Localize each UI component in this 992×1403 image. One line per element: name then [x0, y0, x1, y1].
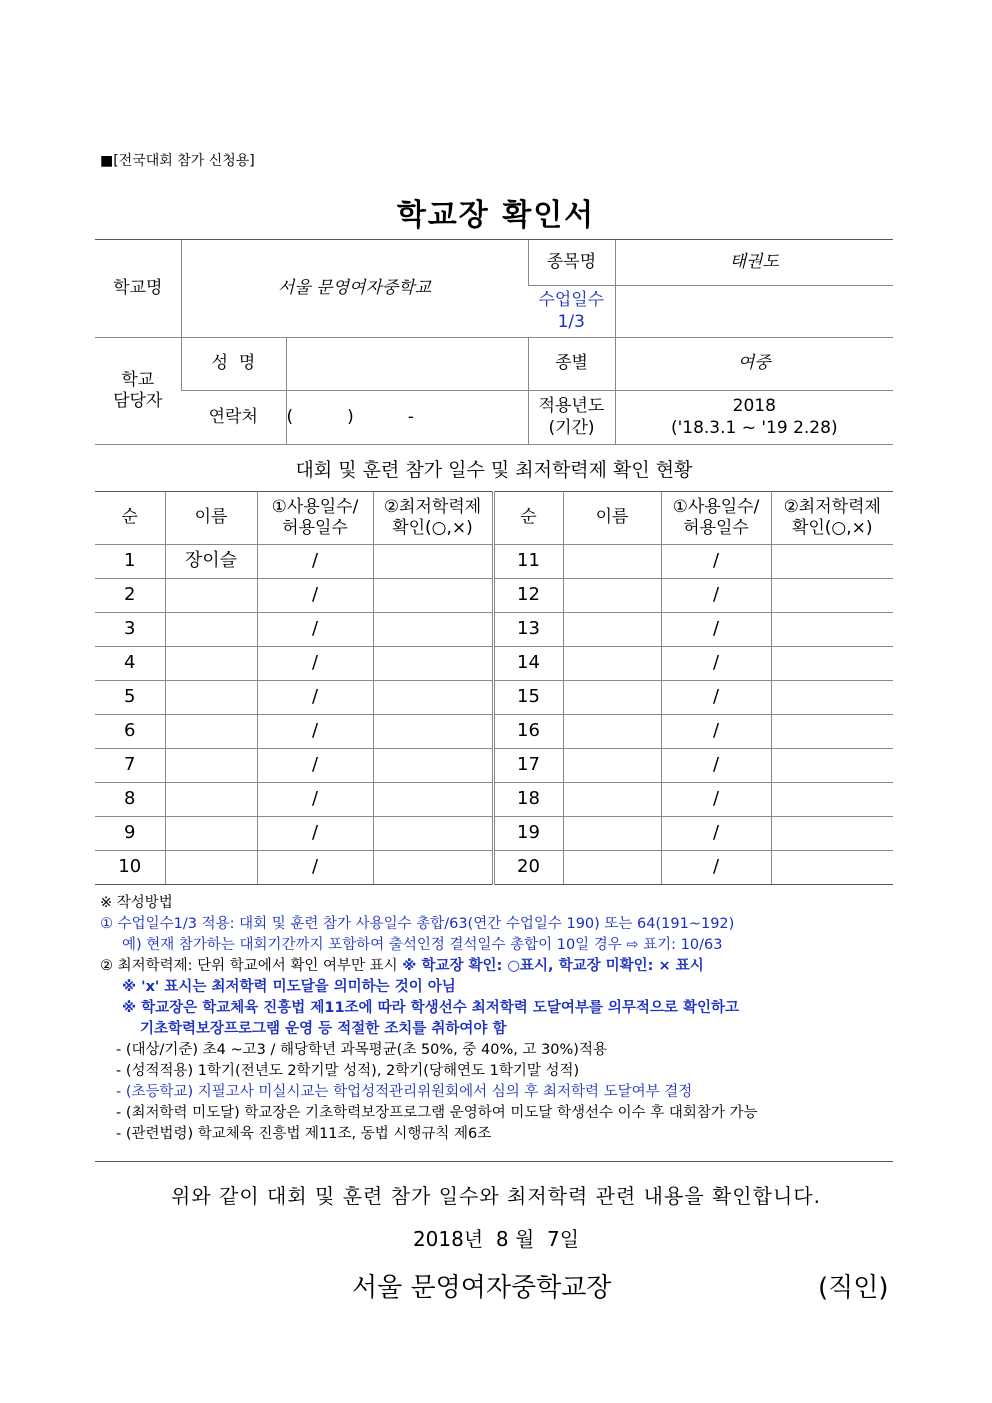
- student-name: [563, 579, 661, 613]
- days-cell: /: [257, 647, 373, 681]
- student-name: [165, 715, 257, 749]
- grade-check-cell: [373, 783, 493, 817]
- grade-check-cell: [373, 851, 493, 885]
- school-value: 서울 문영여자중학교: [181, 240, 528, 338]
- days-cell: /: [257, 613, 373, 647]
- grade-check-cell: [373, 545, 493, 579]
- contact-label-1: 학교: [121, 369, 155, 390]
- note-2d: 기초학력보장프로그램 운영 등 적절한 조치를 취하여야 함: [140, 1021, 507, 1037]
- year-label-1: 적용년도: [538, 396, 605, 417]
- row-number: 6: [95, 715, 165, 749]
- header-name: 이름: [563, 492, 661, 545]
- table-row: [95, 817, 893, 851]
- row-number: 4: [95, 647, 165, 681]
- header-days-1: ①사용일수/: [672, 496, 760, 517]
- grade-check-cell: [373, 817, 493, 851]
- note-2a-emphasis: ※ 학교장 확인: ○표시, 학교장 미확인: × 표시: [402, 958, 704, 974]
- student-name: [563, 545, 661, 579]
- student-name: [563, 817, 661, 851]
- table-row: [95, 545, 893, 579]
- student-name: [563, 715, 661, 749]
- period-value: ('18.3.1 ~ '19 2.28): [670, 417, 838, 438]
- row-number: 2: [95, 579, 165, 613]
- student-name: [165, 579, 257, 613]
- days-cell: /: [257, 579, 373, 613]
- table-row: [95, 749, 893, 783]
- grade-check-cell: [771, 579, 893, 613]
- year-label: [528, 391, 615, 445]
- days-cell: /: [257, 817, 373, 851]
- student-name: [563, 647, 661, 681]
- category-label: 종별: [528, 338, 615, 391]
- row-number: 20: [493, 851, 563, 885]
- student-name: [165, 681, 257, 715]
- roster-table: [95, 491, 893, 885]
- days-cell: /: [661, 749, 771, 783]
- grade-check-cell: [771, 783, 893, 817]
- header-check: [373, 492, 493, 545]
- days-cell: /: [257, 545, 373, 579]
- header-days-2: 허용일수: [683, 518, 749, 538]
- document-title: 학교장 확인서: [396, 198, 596, 233]
- row-number: 10: [95, 851, 165, 885]
- row-number: 5: [95, 681, 165, 715]
- header-no: 순: [493, 492, 563, 545]
- grade-check-cell: [771, 851, 893, 885]
- grade-check-cell: [771, 545, 893, 579]
- detail-1: - (대상/기준) 초4 ~고3 / 해당학년 과목평균(초 50%, 중 40%, 고 30%)적용: [116, 1042, 607, 1058]
- row-number: 13: [493, 613, 563, 647]
- table-row: [95, 715, 893, 749]
- student-name: [563, 613, 661, 647]
- student-name: [165, 817, 257, 851]
- note-2a-text: ② 최저학력제: 단위 학교에서 확인 여부만 표시: [100, 958, 403, 974]
- official-seal: (직인): [818, 1273, 889, 1303]
- note-2a: [100, 956, 900, 977]
- detail-3: - (초등학교) 지필고사 미실시교는 학업성적관리위원회에서 심의 후 최저학력 도달여부 결정: [116, 1084, 693, 1100]
- header-check: [771, 492, 893, 545]
- grade-check-cell: [771, 749, 893, 783]
- class-days-label-1: 수업일수: [538, 290, 605, 311]
- principal-signature: 서울 문영여자중학교장: [352, 1273, 612, 1303]
- days-cell: /: [257, 681, 373, 715]
- confirmation-statement: 위와 같이 대회 및 훈련 참가 일수와 최저학력 관련 내용을 확인합니다.: [171, 1184, 821, 1208]
- detail-2: - (성적적용) 1학기(전년도 2학기말 성적), 2학기(당해연도 1학기말 성적): [116, 1063, 580, 1079]
- table-row: [95, 783, 893, 817]
- contact-label-2: 담당자: [113, 391, 163, 411]
- form-tag: ■[전국대회 참가 신청용]: [100, 153, 255, 169]
- grade-check-cell: [373, 613, 493, 647]
- student-name: [563, 851, 661, 885]
- grade-check-cell: [771, 647, 893, 681]
- divider: [95, 1161, 893, 1162]
- row-number: 9: [95, 817, 165, 851]
- days-cell: /: [661, 545, 771, 579]
- header-check-1: ②최저학력제: [783, 496, 881, 517]
- days-cell: /: [257, 715, 373, 749]
- note-1a: ① 수업일수1/3 적용: 대회 및 훈련 참가 사용일수 총합/63(연간 수업일수 190) 또는 64(191~192): [100, 916, 735, 932]
- student-name: [165, 851, 257, 885]
- days-cell: /: [661, 851, 771, 885]
- header-days-2: 허용일수: [282, 518, 348, 538]
- row-number: 15: [493, 681, 563, 715]
- student-name: [563, 681, 661, 715]
- student-name: [165, 783, 257, 817]
- days-cell: /: [257, 783, 373, 817]
- phone-label: 연락처: [181, 391, 286, 445]
- student-name: [563, 749, 661, 783]
- row-number: 3: [95, 613, 165, 647]
- notes-heading: ※ 작성방법: [100, 895, 173, 911]
- header-days-1: ①사용일수/: [271, 496, 359, 517]
- student-name: [165, 647, 257, 681]
- row-number: 7: [95, 749, 165, 783]
- event-label: 종목명: [528, 240, 615, 286]
- days-cell: /: [257, 749, 373, 783]
- header-days: [257, 492, 373, 545]
- header-check-2: 확인(○,×): [392, 518, 473, 538]
- year-value-cell: [615, 391, 893, 445]
- table-row: [95, 851, 893, 885]
- note-1b: 예) 현재 참가하는 대회기간까지 포함하여 출석인정 결석일수 총합이 10일 경우 ⇨ 표기: 10/63: [122, 937, 723, 953]
- student-name: [165, 613, 257, 647]
- header-no: 순: [95, 492, 165, 545]
- grade-check-cell: [771, 681, 893, 715]
- issue-date: 2018년 8 월 7일: [412, 1227, 580, 1251]
- class-days-label-2: 1/3: [557, 311, 585, 332]
- year-value: 2018: [732, 396, 776, 417]
- roster-header-row: [95, 492, 893, 545]
- row-number: 12: [493, 579, 563, 613]
- note-2c: ※ 학교장은 학교체육 진흥법 제11조에 따라 학생선수 최저학력 도달여부를 의무적으로 확인하고: [122, 1000, 740, 1016]
- row-number: 8: [95, 783, 165, 817]
- class-days-label: [528, 286, 615, 338]
- roster-body: [95, 492, 893, 885]
- grade-check-cell: [373, 681, 493, 715]
- days-cell: /: [661, 817, 771, 851]
- row-number: 18: [493, 783, 563, 817]
- header-days: [661, 492, 771, 545]
- note-2b: ※ 'x' 표시는 최저학력 미도달을 의미하는 것이 아님: [122, 979, 456, 995]
- table-row: [95, 647, 893, 681]
- days-cell: /: [257, 851, 373, 885]
- school-label: 학교명: [95, 240, 181, 338]
- phone-value: ( ) -: [286, 391, 528, 445]
- grade-check-cell: [771, 817, 893, 851]
- days-cell: /: [661, 613, 771, 647]
- student-name: [165, 749, 257, 783]
- grade-check-cell: [771, 715, 893, 749]
- days-cell: /: [661, 715, 771, 749]
- category-value: 여중: [615, 338, 893, 391]
- row-number: 19: [493, 817, 563, 851]
- name-value: [286, 338, 528, 391]
- table-row: [95, 613, 893, 647]
- days-cell: /: [661, 647, 771, 681]
- grade-check-cell: [373, 749, 493, 783]
- days-cell: /: [661, 579, 771, 613]
- row-number: 14: [493, 647, 563, 681]
- grade-check-cell: [373, 715, 493, 749]
- event-value: 태권도: [615, 240, 893, 286]
- header-check-1: ②최저학력제: [383, 496, 482, 517]
- row-number: 11: [493, 545, 563, 579]
- grade-check-cell: [771, 613, 893, 647]
- table-row: [95, 579, 893, 613]
- student-name: 장이슬: [165, 545, 257, 579]
- grade-check-cell: [373, 647, 493, 681]
- header-name: 이름: [165, 492, 257, 545]
- instructions: [100, 893, 900, 1145]
- student-name: [563, 783, 661, 817]
- days-cell: /: [661, 783, 771, 817]
- row-number: 1: [95, 545, 165, 579]
- roster-section-title: 대회 및 훈련 참가 일수 및 최저학력제 확인 현황: [295, 459, 693, 481]
- row-number: 16: [493, 715, 563, 749]
- header-check-2: 확인(○,×): [791, 518, 873, 538]
- class-days-value: [615, 286, 893, 338]
- days-cell: /: [661, 681, 771, 715]
- info-table: [95, 239, 893, 445]
- table-row: [95, 681, 893, 715]
- detail-5: - (관련법령) 학교체육 진흥법 제11조, 동법 시행규칙 제6조: [116, 1126, 492, 1142]
- row-number: 17: [493, 749, 563, 783]
- contact-label: [95, 338, 181, 445]
- detail-4: - (최저학력 미도달) 학교장은 기초학력보장프로그램 운영하여 미도달 학생선수 이수 후 대회참가 가능: [116, 1105, 758, 1121]
- grade-check-cell: [373, 579, 493, 613]
- year-label-2: (기간): [548, 417, 595, 438]
- name-label: 성 명: [181, 338, 286, 391]
